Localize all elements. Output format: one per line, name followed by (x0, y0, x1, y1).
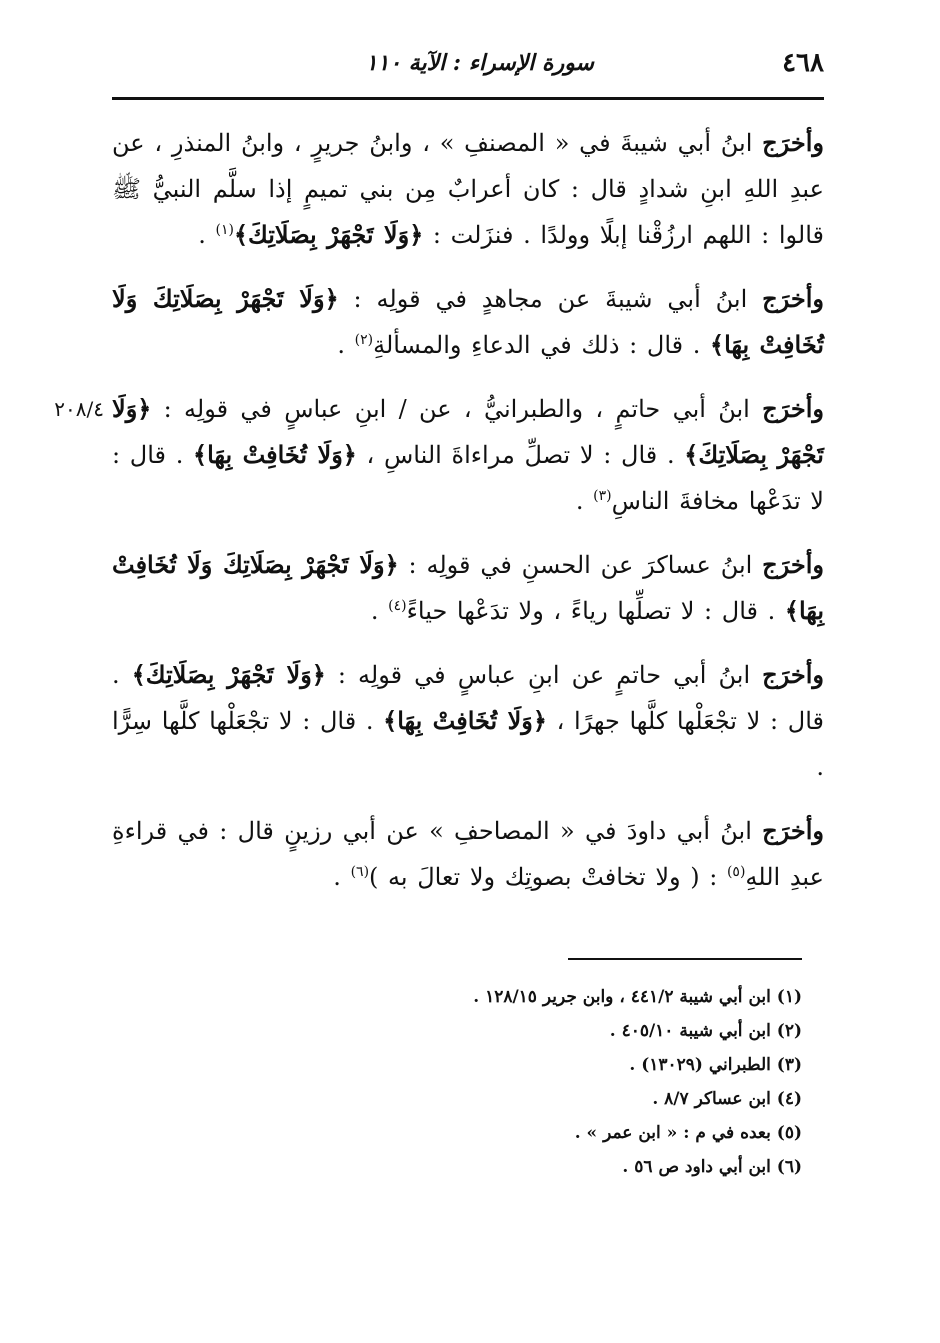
footnote: (٣) الطبراني (١٣٠٢٩) . (629, 1055, 802, 1075)
paragraph-4 (112, 542, 824, 634)
quran-quote: ﴿وَلَا تَجْهَرْ بِصَلَاتِكَ وَلَا تُخَافِتْ بِهَا﴾ (112, 550, 824, 625)
quran-quote: ﴿وَلَا تُخَافِتْ بِهَا﴾ (193, 440, 357, 469)
paragraph-5 (112, 652, 824, 790)
page-number: ٤٦٨ (782, 48, 824, 78)
quran-quote: ﴿وَلَا تَجْهَرْ بِصَلَاتِكَ﴾ (131, 660, 326, 689)
footnote: (٤) ابن عساكر ٨/٧ . (652, 1089, 802, 1109)
quran-quote: ﴿وَلَا تَجْهَرْ بِصَلَاتِكَ﴾ (112, 394, 824, 469)
paragraph-1 (112, 120, 824, 258)
paragraph-text: . قال : لا تصلِّها رياءً ، ولا تدَعْها حياءً (406, 597, 785, 625)
paragraph-text: . قال : لا تدَعْها مخافةَ الناسِ (112, 441, 824, 515)
paragraph-lead: وأخرَج (762, 284, 824, 313)
paragraph-2 (112, 276, 824, 368)
footnote-ref: (٢) (354, 332, 374, 348)
paragraph-end: . (370, 597, 389, 625)
paragraph-end: . (198, 221, 216, 249)
margin-reference: ٢٠٨/٤ (54, 397, 104, 421)
paragraph-lead: وأخرَج (762, 128, 824, 157)
paragraph-text: . قال : لا تجْعَلْها كلَّها سِرًّا (112, 707, 384, 735)
paragraph-lead: وأخرَج (762, 394, 824, 423)
paragraph-lead: وأخرَج (762, 816, 824, 845)
footnote-ref: (٦) (350, 864, 370, 880)
page-header (112, 44, 824, 84)
paragraph-end: . (816, 753, 824, 781)
header-rule (112, 97, 824, 100)
paragraph-text: ابنُ أبي داودَ في « المصاحفِ » عن أبي رزينٍ قال : في قراءةِ عبدِ اللهِ (112, 817, 824, 891)
paragraph-lead: وأخرَج (762, 660, 824, 689)
paragraph-text: . قال : لا تصلِّ مراءاةَ الناسِ ، (356, 441, 685, 469)
paragraph-3 (54, 386, 824, 524)
paragraph-text: ابنُ أبي حاتمٍ عن ابنِ عباسٍ في قولِه : (325, 661, 763, 689)
footnote-ref: (٤) (388, 598, 407, 614)
quran-quote: ﴿وَلَا تَجْهَرْ بِصَلَاتِكَ﴾ (233, 220, 424, 249)
footnote-ref: (٣) (593, 488, 612, 504)
footnotes (112, 980, 802, 1184)
paragraph-text: ابنُ أبي حاتمٍ ، والطبرانيُّ ، عن / ابنِ عباسٍ في قولِه : (151, 395, 763, 423)
paragraph-text: : ( ولا تخافتْ بصوتِك ولا تعالَ به ) (369, 863, 727, 891)
paragraph-end: . (333, 863, 351, 891)
main-text (54, 120, 824, 918)
running-title: سورة الإسراء : الآية ١١٠ (365, 50, 594, 76)
footnote-rule (568, 958, 802, 960)
paragraph-text: ابنُ عساكرَ عن الحسنِ في قولِه : (398, 551, 763, 579)
footnote: (٦) ابن أبي داود ص ٥٦ . (622, 1157, 802, 1177)
quran-quote: ﴿وَلَا تَجْهَرْ بِصَلَاتِكَ وَلَا تُخَافِتْ بِهَا﴾ (112, 284, 824, 359)
footnote-ref: (٥) (726, 864, 746, 880)
quran-quote: ﴿وَلَا تُخَافِتْ بِهَا﴾ (383, 706, 547, 735)
paragraph-end: . (337, 331, 355, 359)
paragraph-text: . قال : لا تجْعَلْها كلَّها جهرًا ، (112, 661, 824, 735)
paragraph-lead: وأخرَج (762, 550, 824, 579)
footnote-ref: (١) (215, 222, 234, 238)
footnote: (٥) بعده في م : « ابن عمر » . (574, 1123, 802, 1143)
paragraph-text: . قال : ذلك في الدعاءِ والمسألةِ (373, 331, 710, 359)
footnote: (٢) ابن أبي شيبة ٤٠٥/١٠ . (609, 1021, 802, 1041)
paragraph-end: . (575, 487, 594, 515)
paragraph-text: ابنُ أبي شيبةَ في « المصنفِ » ، وابنُ جريرٍ ، وابنُ المنذرِ ، عن عبدِ اللهِ ابنِ شدادٍ قال : كان أعرابٌ مِن بني تميمٍ إذا سلَّم النبيُّ ﷺ قالوا : اللهم ارزُقْنا إبلًا وولدًا . فنزَلت : (112, 129, 824, 249)
paragraph-6 (112, 808, 824, 900)
paragraph-text: ابنُ أبي شيبةَ عن مجاهدٍ في قولِه : (338, 285, 763, 313)
footnote: (١) ابن أبي شيبة ٤٤١/٢ ، وابن جرير ١٢٨/١٥ . (473, 987, 802, 1007)
